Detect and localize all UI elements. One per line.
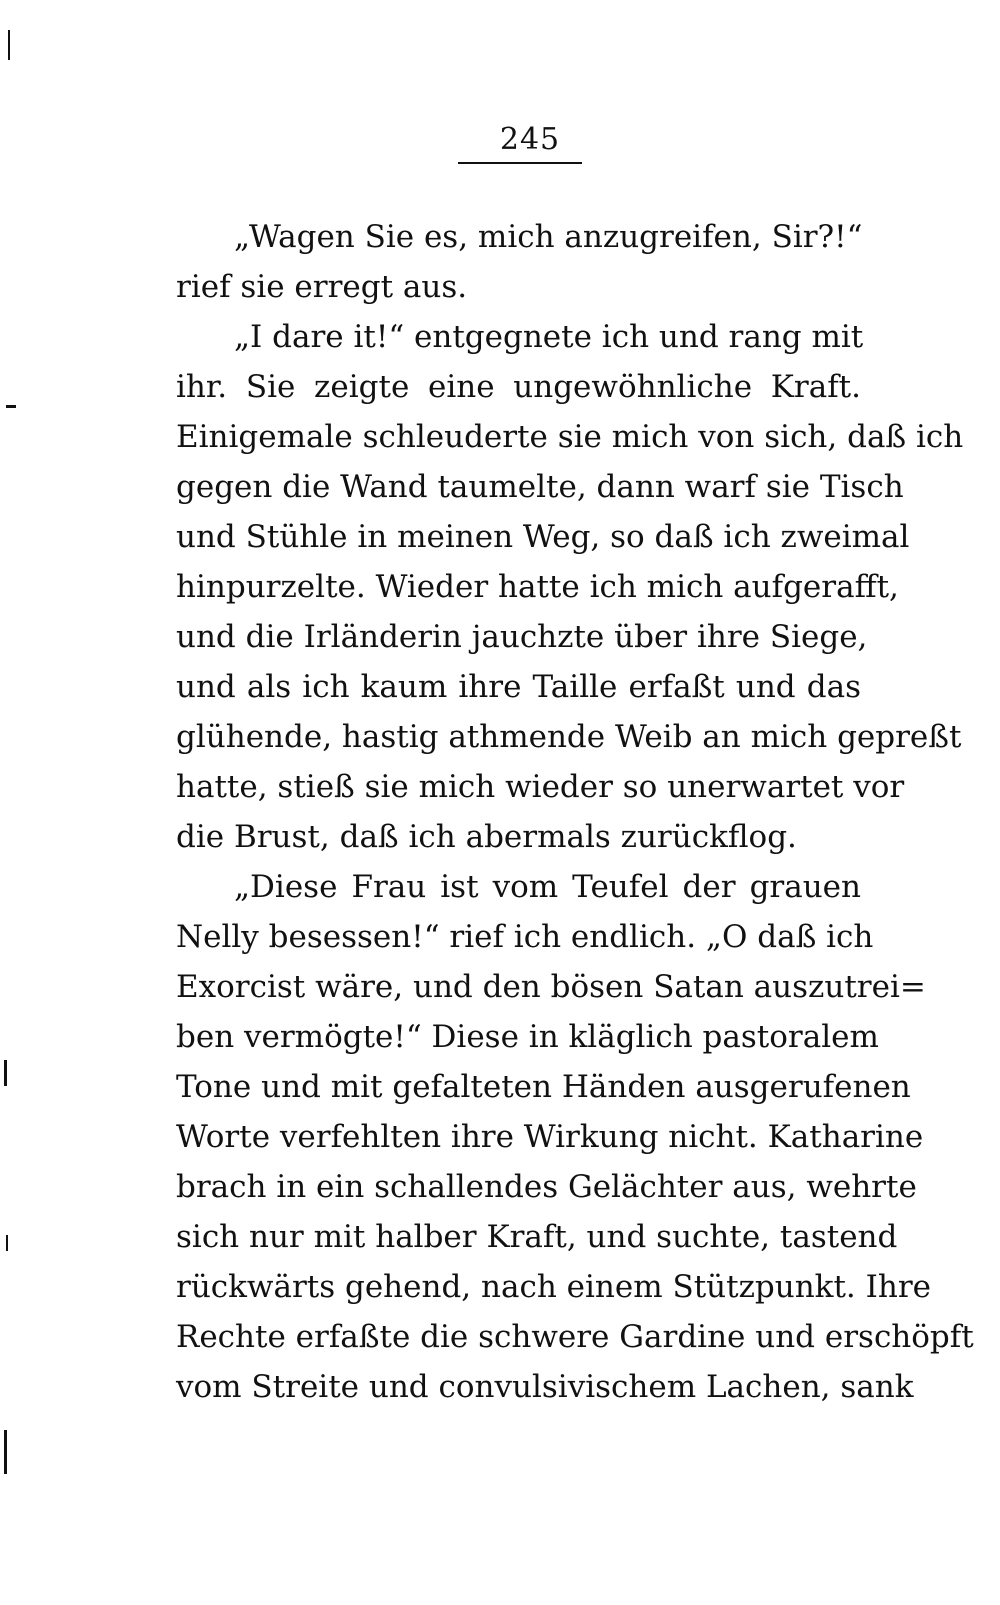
text-line: Exorcist wäre, und den bösen Satan auszutrei= [176,969,926,1005]
text-line: ihr. Sie zeigte eine ungewöhnliche Kraft. [176,369,861,405]
text-line: hatte, stieß sie mich wieder so unerwartet vor [176,769,905,805]
text-line: Tone und mit gefalteten Händen ausgerufenen [176,1069,911,1105]
body-text [176,212,974,1412]
text-line: gegen die Wand taumelte, dann warf sie Tisch [176,469,904,505]
text-line: Worte verfehlten ihre Wirkung nicht. Katharine [176,1119,924,1155]
left-margin-mark [6,1235,8,1251]
text-line: vom Streite und convulsivischem Lachen, sank [176,1369,914,1405]
text-line: rückwärts gehend, nach einem Stützpunkt. Ihre [176,1269,932,1305]
text-line: Rechte erfaßte die schwere Gardine und erschöpft [176,1319,974,1355]
text-line: und als ich kaum ihre Taille erfaßt und das [176,669,861,705]
left-margin-mark [8,30,10,60]
text-line: die Brust, daß ich abermals zurückflog. [176,819,797,855]
page-number: 245 [499,122,561,157]
text-line: brach in ein schallendes Gelächter aus, wehrte [176,1169,917,1205]
left-margin-mark [4,1060,7,1086]
page-number-rule [458,162,582,164]
text-line: Nelly besessen!“ rief ich endlich. „O daß ich [176,919,874,955]
text-line: „Diese Frau ist vom Teufel der grauen [234,869,861,905]
text-line: und die Irländerin jauchzte über ihre Siege, [176,619,868,655]
text-line: sich nur mit halber Kraft, und suchte, tastend [176,1219,898,1255]
text-line: glühende, hastig athmende Weib an mich gepreßt [176,719,962,755]
text-line: „Wagen Sie es, mich anzugreifen, Sir?!“ [234,219,863,255]
left-margin-mark [6,405,16,408]
text-line: hinpurzelte. Wieder hatte ich mich aufgerafft, [176,569,899,605]
text-line: ben vermögte!“ Diese in kläglich pastoralem [176,1019,879,1055]
text-line: „I dare it!“ entgegnete ich und rang mit [234,319,864,355]
text-line: Einigemale schleuderte sie mich von sich, daß ich [176,419,964,455]
text-line: rief sie erregt aus. [176,269,468,305]
left-margin-mark [4,1430,7,1474]
text-line: und Stühle in meinen Weg, so daß ich zweimal [176,519,910,555]
